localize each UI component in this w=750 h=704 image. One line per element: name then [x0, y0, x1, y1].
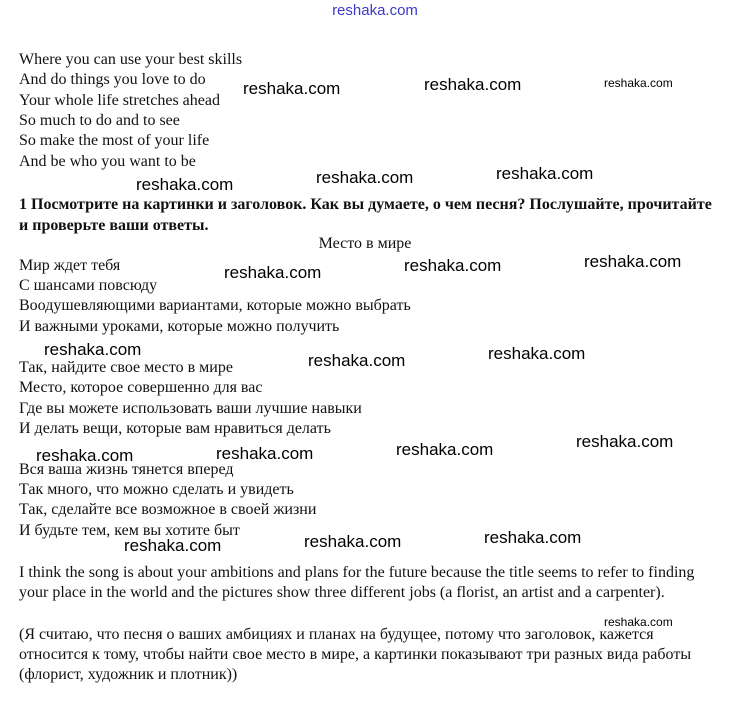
translation-line: С шансами повсюду [19, 277, 158, 294]
translation-line: Воодушевляющими вариантами, которые можно выбрать [19, 297, 411, 314]
task-instruction: 1 Посмотрите на картинки и заголовок. Как вы думаете, о чем песня? Послушайте, прочитайте и проверьте ваши ответы. [19, 196, 712, 234]
watermark: reshaka.com [404, 256, 502, 275]
watermark: reshaka.com [224, 263, 322, 282]
watermark: reshaka.com [136, 175, 234, 194]
translation-line: Место, которое совершенно для вас [19, 379, 263, 396]
translation-line: Так много, что можно сделать и увидеть [19, 481, 294, 498]
translation-line: Так, сделайте все возможное в своей жизни [19, 501, 317, 518]
watermark: reshaka.com [44, 340, 142, 359]
answer-russian: (Я считаю, что песня о ваших амбициях и планах на будущее, потому что заголовок, кажется относится к тому, чтобы найти свое место в мире, а картинки показывают три разных вида работы (флорист, художник и плотник)) [19, 626, 692, 683]
translation-line: И важными уроками, которые можно получить [19, 318, 340, 335]
english-line: And do things you love to do [19, 71, 206, 88]
watermark: reshaka.com [496, 164, 594, 183]
english-line: So make the most of your life [19, 132, 210, 149]
watermark: reshaka.com [484, 528, 582, 547]
watermark: reshaka.com [576, 432, 674, 451]
watermark: reshaka.com [216, 444, 314, 463]
english-line: And be who you want to be [19, 153, 196, 170]
watermark: reshaka.com [36, 446, 134, 465]
watermark: reshaka.com [424, 75, 522, 94]
watermark: reshaka.com [584, 252, 682, 271]
song-title: Место в мире [318, 235, 412, 252]
watermark: reshaka.com [604, 76, 673, 90]
translation-line: И будьте тем, кем вы хотите быт [19, 522, 240, 539]
translation-line: Так, найдите свое место в мире [19, 359, 233, 376]
watermark: reshaka.com [488, 344, 586, 363]
english-line: So much to do and to see [19, 112, 180, 129]
english-line: Where you can use your best skills [19, 51, 243, 68]
answer-english: I think the song is about your ambitions and plans for the future because the title seems to refer to finding your place in the world and the pictures show three different jobs (a florist, an artist and a carpenter). [19, 564, 695, 601]
watermark: reshaka.com [396, 440, 494, 459]
site-header-watermark: reshaka.com [332, 2, 418, 19]
translation-line: Где вы можете использовать ваши лучшие навыки [19, 400, 362, 417]
watermark: reshaka.com [316, 168, 414, 187]
watermark: reshaka.com [304, 532, 402, 551]
translation-line: Мир ждет тебя [19, 257, 121, 274]
translation-line: Вся ваша жизнь тянется вперед [19, 461, 234, 478]
watermark: reshaka.com [124, 536, 222, 555]
watermark: reshaka.com [308, 351, 406, 370]
watermark: reshaka.com [243, 79, 341, 98]
translation-line: И делать вещи, которые вам нравиться делать [19, 420, 331, 437]
watermark: reshaka.com [604, 615, 673, 629]
english-line: Your whole life stretches ahead [19, 92, 220, 109]
